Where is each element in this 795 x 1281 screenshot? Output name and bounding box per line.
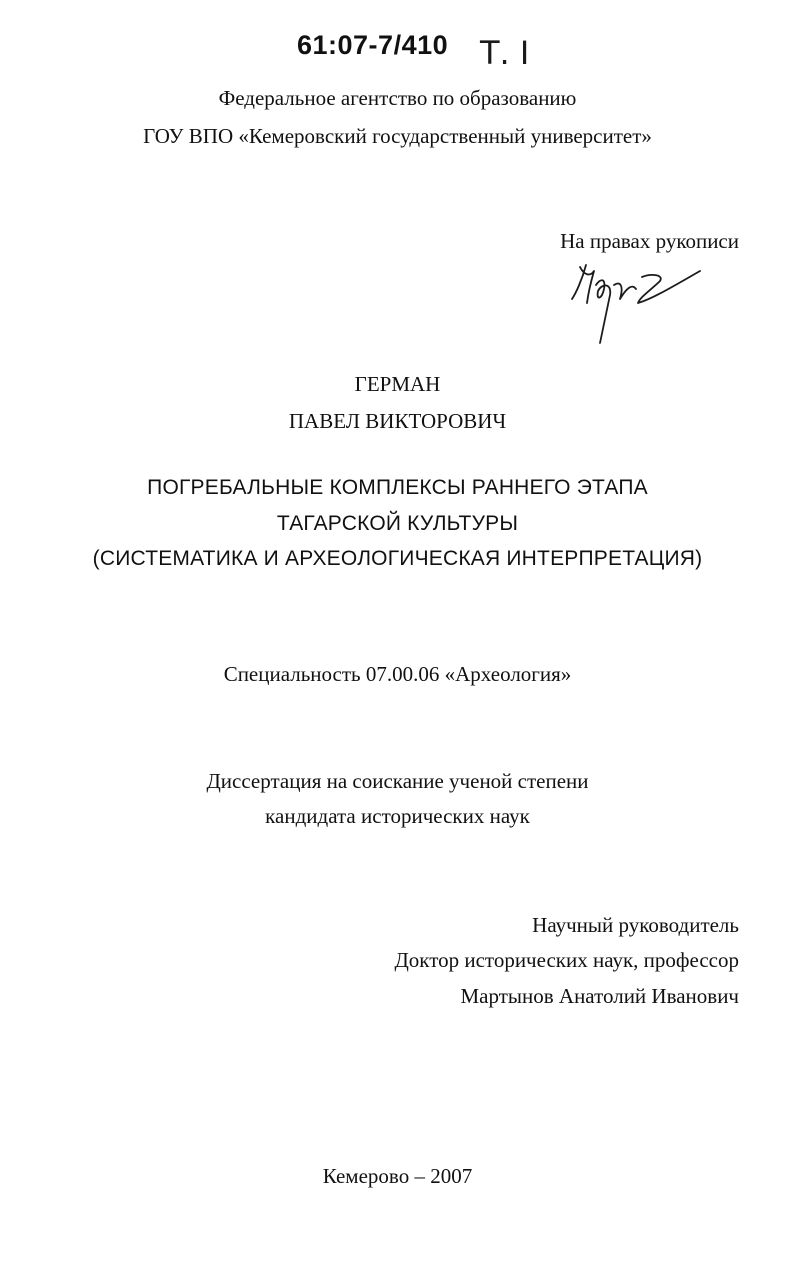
manuscript-rights-label: На правах рукописи: [560, 229, 739, 253]
volume-mark: Т. I: [480, 34, 530, 72]
author-given-names: ПАВЕЛ ВИКТОРОВИЧ: [288, 409, 507, 433]
title-line-3: (СИСТЕМАТИКА И АРХЕОЛОГИЧЕСКАЯ ИНТЕРПРЕТАЦИЯ): [92, 547, 703, 570]
degree-line-2: кандидата исторических наук: [265, 804, 530, 828]
university-name: ГОУ ВПО «Кемеровский государственный университет»: [143, 124, 652, 148]
place-year: Кемерово – 2007: [322, 1164, 473, 1188]
archive-code: 61:07-7/410: [297, 30, 449, 60]
title-line-1: ПОГРЕБАЛЬНЫЕ КОМПЛЕКСЫ РАННЕГО ЭТАПА: [147, 476, 648, 499]
supervisor-role: Научный руководитель: [532, 913, 739, 937]
title-line-2: ТАГАРСКОЙ КУЛЬТУРЫ: [276, 512, 519, 535]
agency-name: Федеральное агентство по образованию: [218, 86, 577, 110]
author-surname: ГЕРМАН: [354, 372, 441, 396]
specialty: Специальность 07.00.06 «Археология»: [223, 662, 572, 686]
degree-line-1: Диссертация на соискание ученой степени: [206, 769, 589, 793]
supervisor-credentials: Доктор исторических наук, профессор: [394, 948, 739, 972]
supervisor-name: Мартынов Анатолий Иванович: [460, 984, 739, 1008]
